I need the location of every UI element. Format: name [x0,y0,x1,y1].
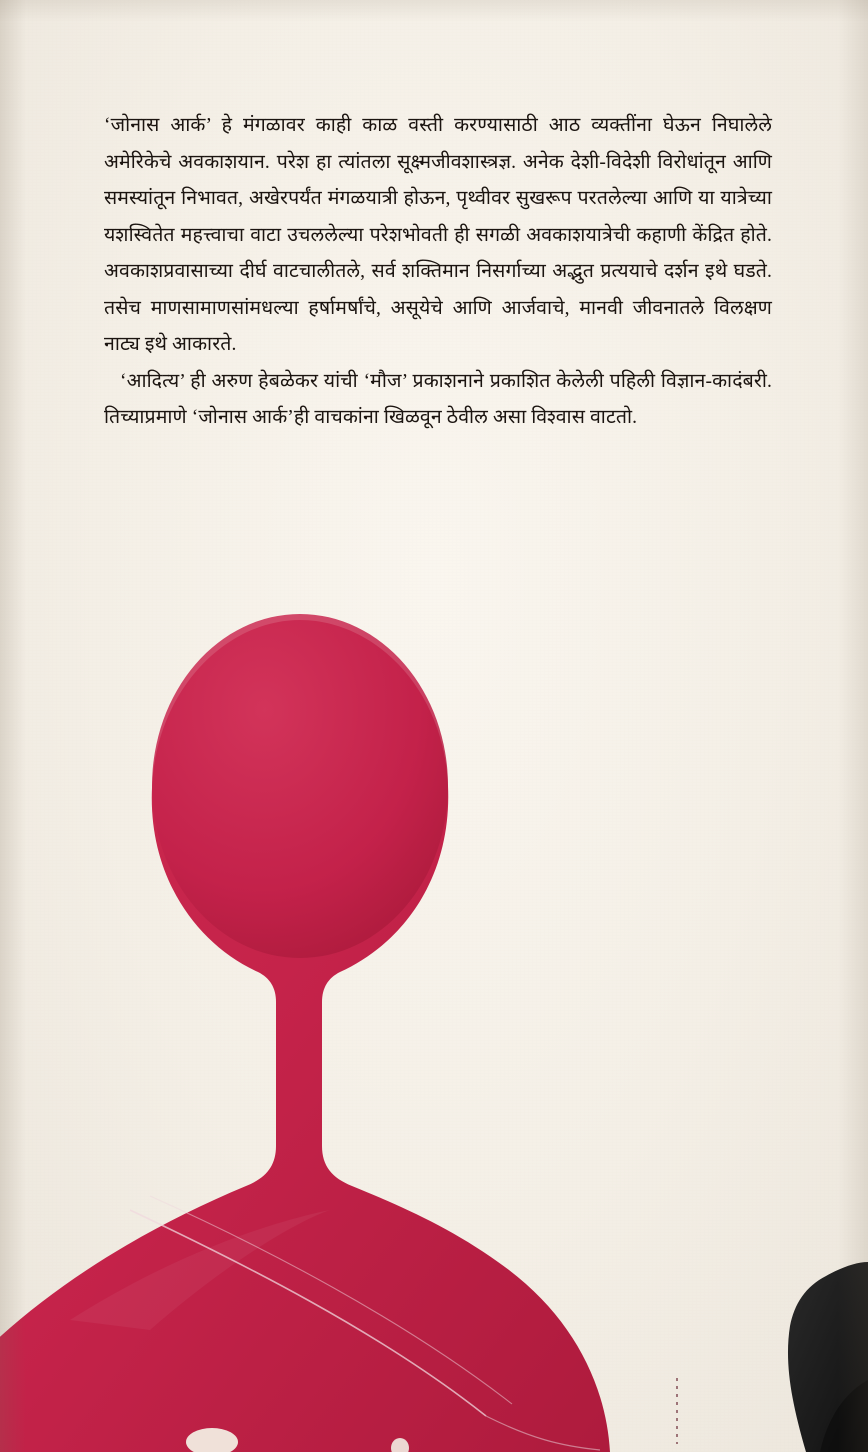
blurb-paragraph-1: ‘जोनास आर्क’ हे मंगळावर काही काळ वस्ती करण्यासाठी आठ व्यक्तींना घेऊन निघालेले अमेरिकेचे अवकाशयान. परेश हा त्यांतला सूक्ष्मजीवशास्त्रज्ञ. अनेक देशी-विदेशी विरोधांतून आणि समस्यांतून निभावत, अखेरपर्यंत मंगळयात्री होऊन, पृथ्वीवर सुखरूप परतलेल्या आणि या यात्रेच्या यशस्वितेत महत्त्वाचा वाटा उचललेल्या परेशभोवती ही सगळी अवकाशयात्रेची कहाणी केंद्रित होते. अवकाशप्रवासाच्या दीर्घ वाटचालीतले, सर्व शक्तिमान निसर्गाच्या अद्भुत प्रत्ययाचे दर्शन इथे घडते. तसेच माणसामाणसांमधल्या हर्षामर्षांचे, असूयेचे आणि आर्जवाचे, मानवी जीवनातले विलक्षण नाट्य इथे आकारते. [104,115,772,355]
blurb-paragraph-2: ‘आदित्य’ ही अरुण हेबळेकर यांची ‘मौज’ प्रकाशनाने प्रकाशित केलेली पहिली विज्ञान-कादंबरी. तिच्याप्रमाणे ‘जोनास आर्क’ही वाचकांना खिळवून ठेवील असा विश्वास वाटतो. [104,370,772,428]
cover-illustration [0,520,868,1452]
blurb-text-block [104,108,772,437]
